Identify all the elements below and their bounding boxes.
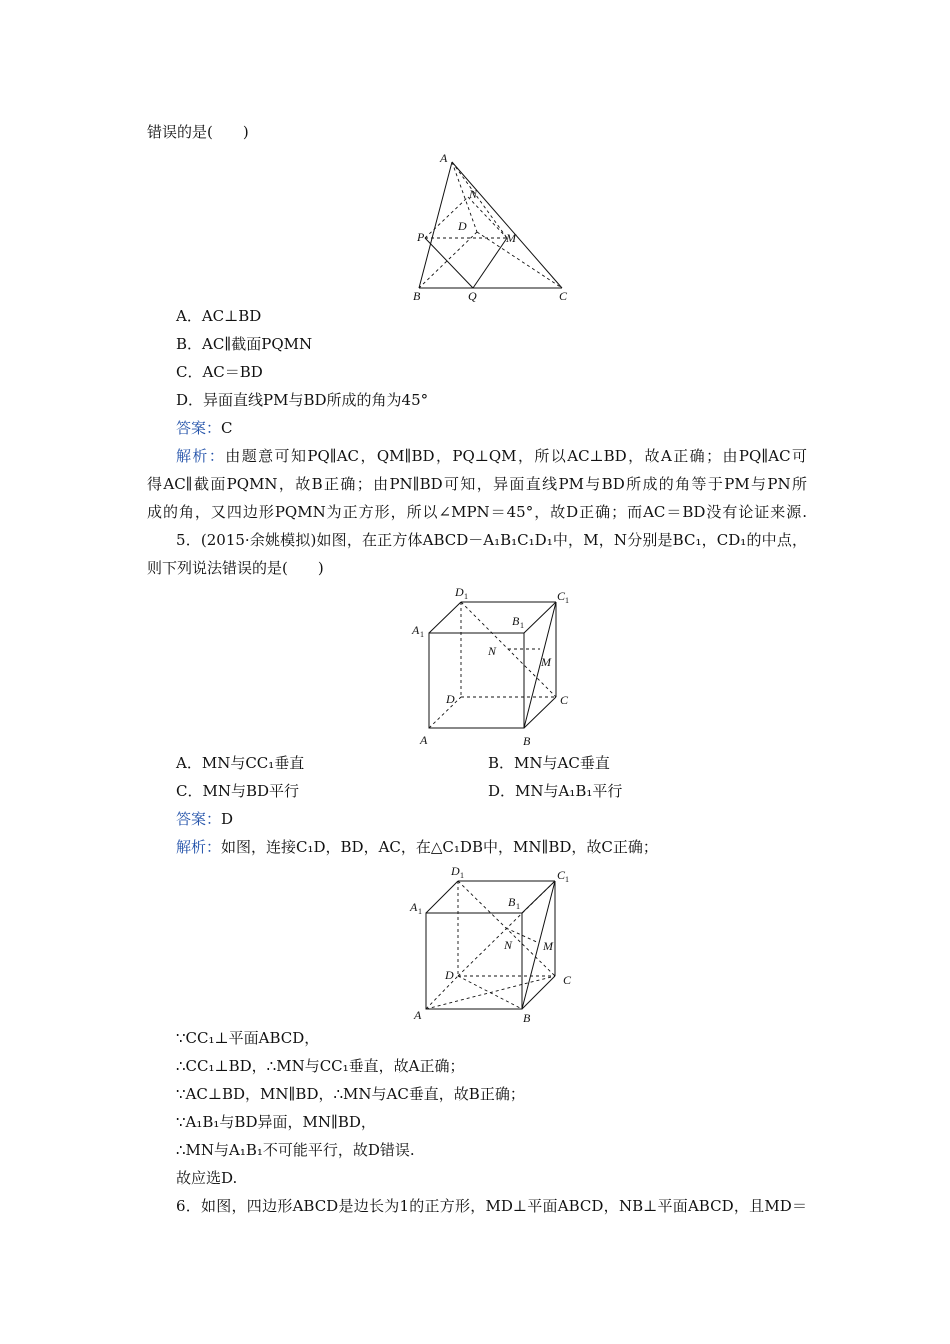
svg-text:C: C: [563, 973, 572, 987]
q4-analysis-line-3: 成的角，又四边形PQMN为正方形，所以∠MPN＝45°，故D正确；而AC＝BD没有论证来源.: [147, 503, 807, 521]
label-P: P: [417, 230, 425, 244]
svg-text:1: 1: [420, 630, 424, 639]
answer-label: 答案：: [176, 419, 222, 437]
svg-text:1: 1: [464, 592, 468, 601]
q4-analysis-line-1: 解析：由题意可知PQ∥AC，QM∥BD，PQ⊥QM，所以AC⊥BD，故A正确；由PQ∥AC可: [176, 447, 807, 465]
svg-text:1: 1: [520, 621, 524, 630]
q6-stem-line-1: 6．如图，四边形ABCD是边长为1的正方形，MD⊥平面ABCD，NB⊥平面ABCD，且MD＝: [176, 1197, 807, 1215]
svg-text:1: 1: [565, 875, 569, 884]
q5-option-d: D．MN与A₁B₁平行: [488, 782, 623, 800]
svg-text:A: A: [410, 900, 418, 914]
svg-text:M: M: [541, 655, 551, 669]
q5-option-b: B．MN与AC垂直: [488, 754, 610, 772]
q5-answer: 答案：D: [176, 810, 234, 828]
q5-proof-line-3: ∵AC⊥BD，MN∥BD，∴MN与AC垂直，故B正确；: [176, 1085, 525, 1103]
q5-analysis-line-1: 解析：如图，连接C₁D，BD，AC，在△C₁DB中，MN∥BD，故C正确；: [176, 838, 658, 856]
q4-answer: [176, 418, 233, 438]
label-Q: Q: [468, 289, 477, 302]
svg-text:B: B: [523, 1011, 531, 1025]
q5-option-a: A．MN与CC₁垂直: [176, 754, 305, 772]
svg-text:C: C: [557, 868, 566, 882]
cube-figure-1: [408, 582, 580, 750]
q5-proof-line-6: 故应选D.: [176, 1169, 238, 1187]
svg-text:C: C: [560, 693, 569, 707]
svg-text:A: A: [420, 733, 428, 747]
svg-text:M: M: [543, 939, 553, 953]
q5-proof-line-5: ∴MN与A₁B₁不可能平行，故D错误.: [176, 1141, 415, 1159]
svg-text:N: N: [488, 644, 497, 658]
svg-text:N: N: [504, 938, 513, 952]
q4-option-b: B．AC∥截面PQMN: [176, 335, 313, 353]
svg-text:1: 1: [565, 596, 569, 605]
q5-stem-line-1: 5．(2015·余姚模拟)如图，在正方体ABCD－A₁B₁C₁D₁中，M，N分别是BC₁，CD₁的中点，: [176, 531, 807, 549]
cube-figure-2: [405, 858, 581, 1028]
q5-proof-line-4: ∵A₁B₁与BD异面，MN∥BD，: [176, 1113, 376, 1131]
q4-option-c: C．AC＝BD: [176, 363, 263, 381]
svg-text:C: C: [557, 589, 566, 603]
answer-value: C: [221, 419, 233, 437]
label-C: C: [559, 289, 568, 302]
q4-analysis-line-2: 得AC∥截面PQMN，故B正确；由PN∥BD可知，异面直线PM与BD所成的角等于PM与PN所: [147, 475, 807, 493]
label-A: A: [440, 151, 448, 165]
svg-text:1: 1: [418, 907, 422, 916]
q5-stem-line-2: 则下列说法错误的是( ): [147, 559, 324, 577]
q5-proof-line-2: ∴CC₁⊥BD，∴MN与CC₁垂直，故A正确；: [176, 1057, 465, 1075]
svg-text:D: D: [451, 864, 460, 878]
q4-option-a: A．AC⊥BD: [176, 307, 262, 325]
svg-text:1: 1: [516, 902, 520, 911]
q4-option-d: D．异面直线PM与BD所成的角为45°: [176, 391, 429, 409]
svg-text:D: D: [445, 968, 454, 982]
q4-stem-tail: 错误的是( ): [147, 123, 249, 141]
svg-text:A: A: [412, 623, 420, 637]
q5-proof-line-1: ∵CC₁⊥平面ABCD，: [176, 1029, 320, 1047]
label-N: N: [469, 187, 478, 201]
analysis-label: 解析：: [176, 447, 226, 465]
svg-text:B: B: [523, 734, 531, 748]
tetrahedron-figure: [405, 150, 590, 302]
label-D: D: [458, 219, 467, 233]
svg-text:D: D: [446, 692, 455, 706]
q5-option-c: C．MN与BD平行: [176, 782, 300, 800]
label-M: M: [506, 231, 516, 245]
svg-text:D: D: [455, 585, 464, 599]
svg-text:1: 1: [460, 871, 464, 880]
svg-text:A: A: [414, 1008, 422, 1022]
label-B: B: [413, 289, 421, 302]
svg-text:B: B: [508, 895, 516, 909]
svg-text:B: B: [512, 614, 520, 628]
